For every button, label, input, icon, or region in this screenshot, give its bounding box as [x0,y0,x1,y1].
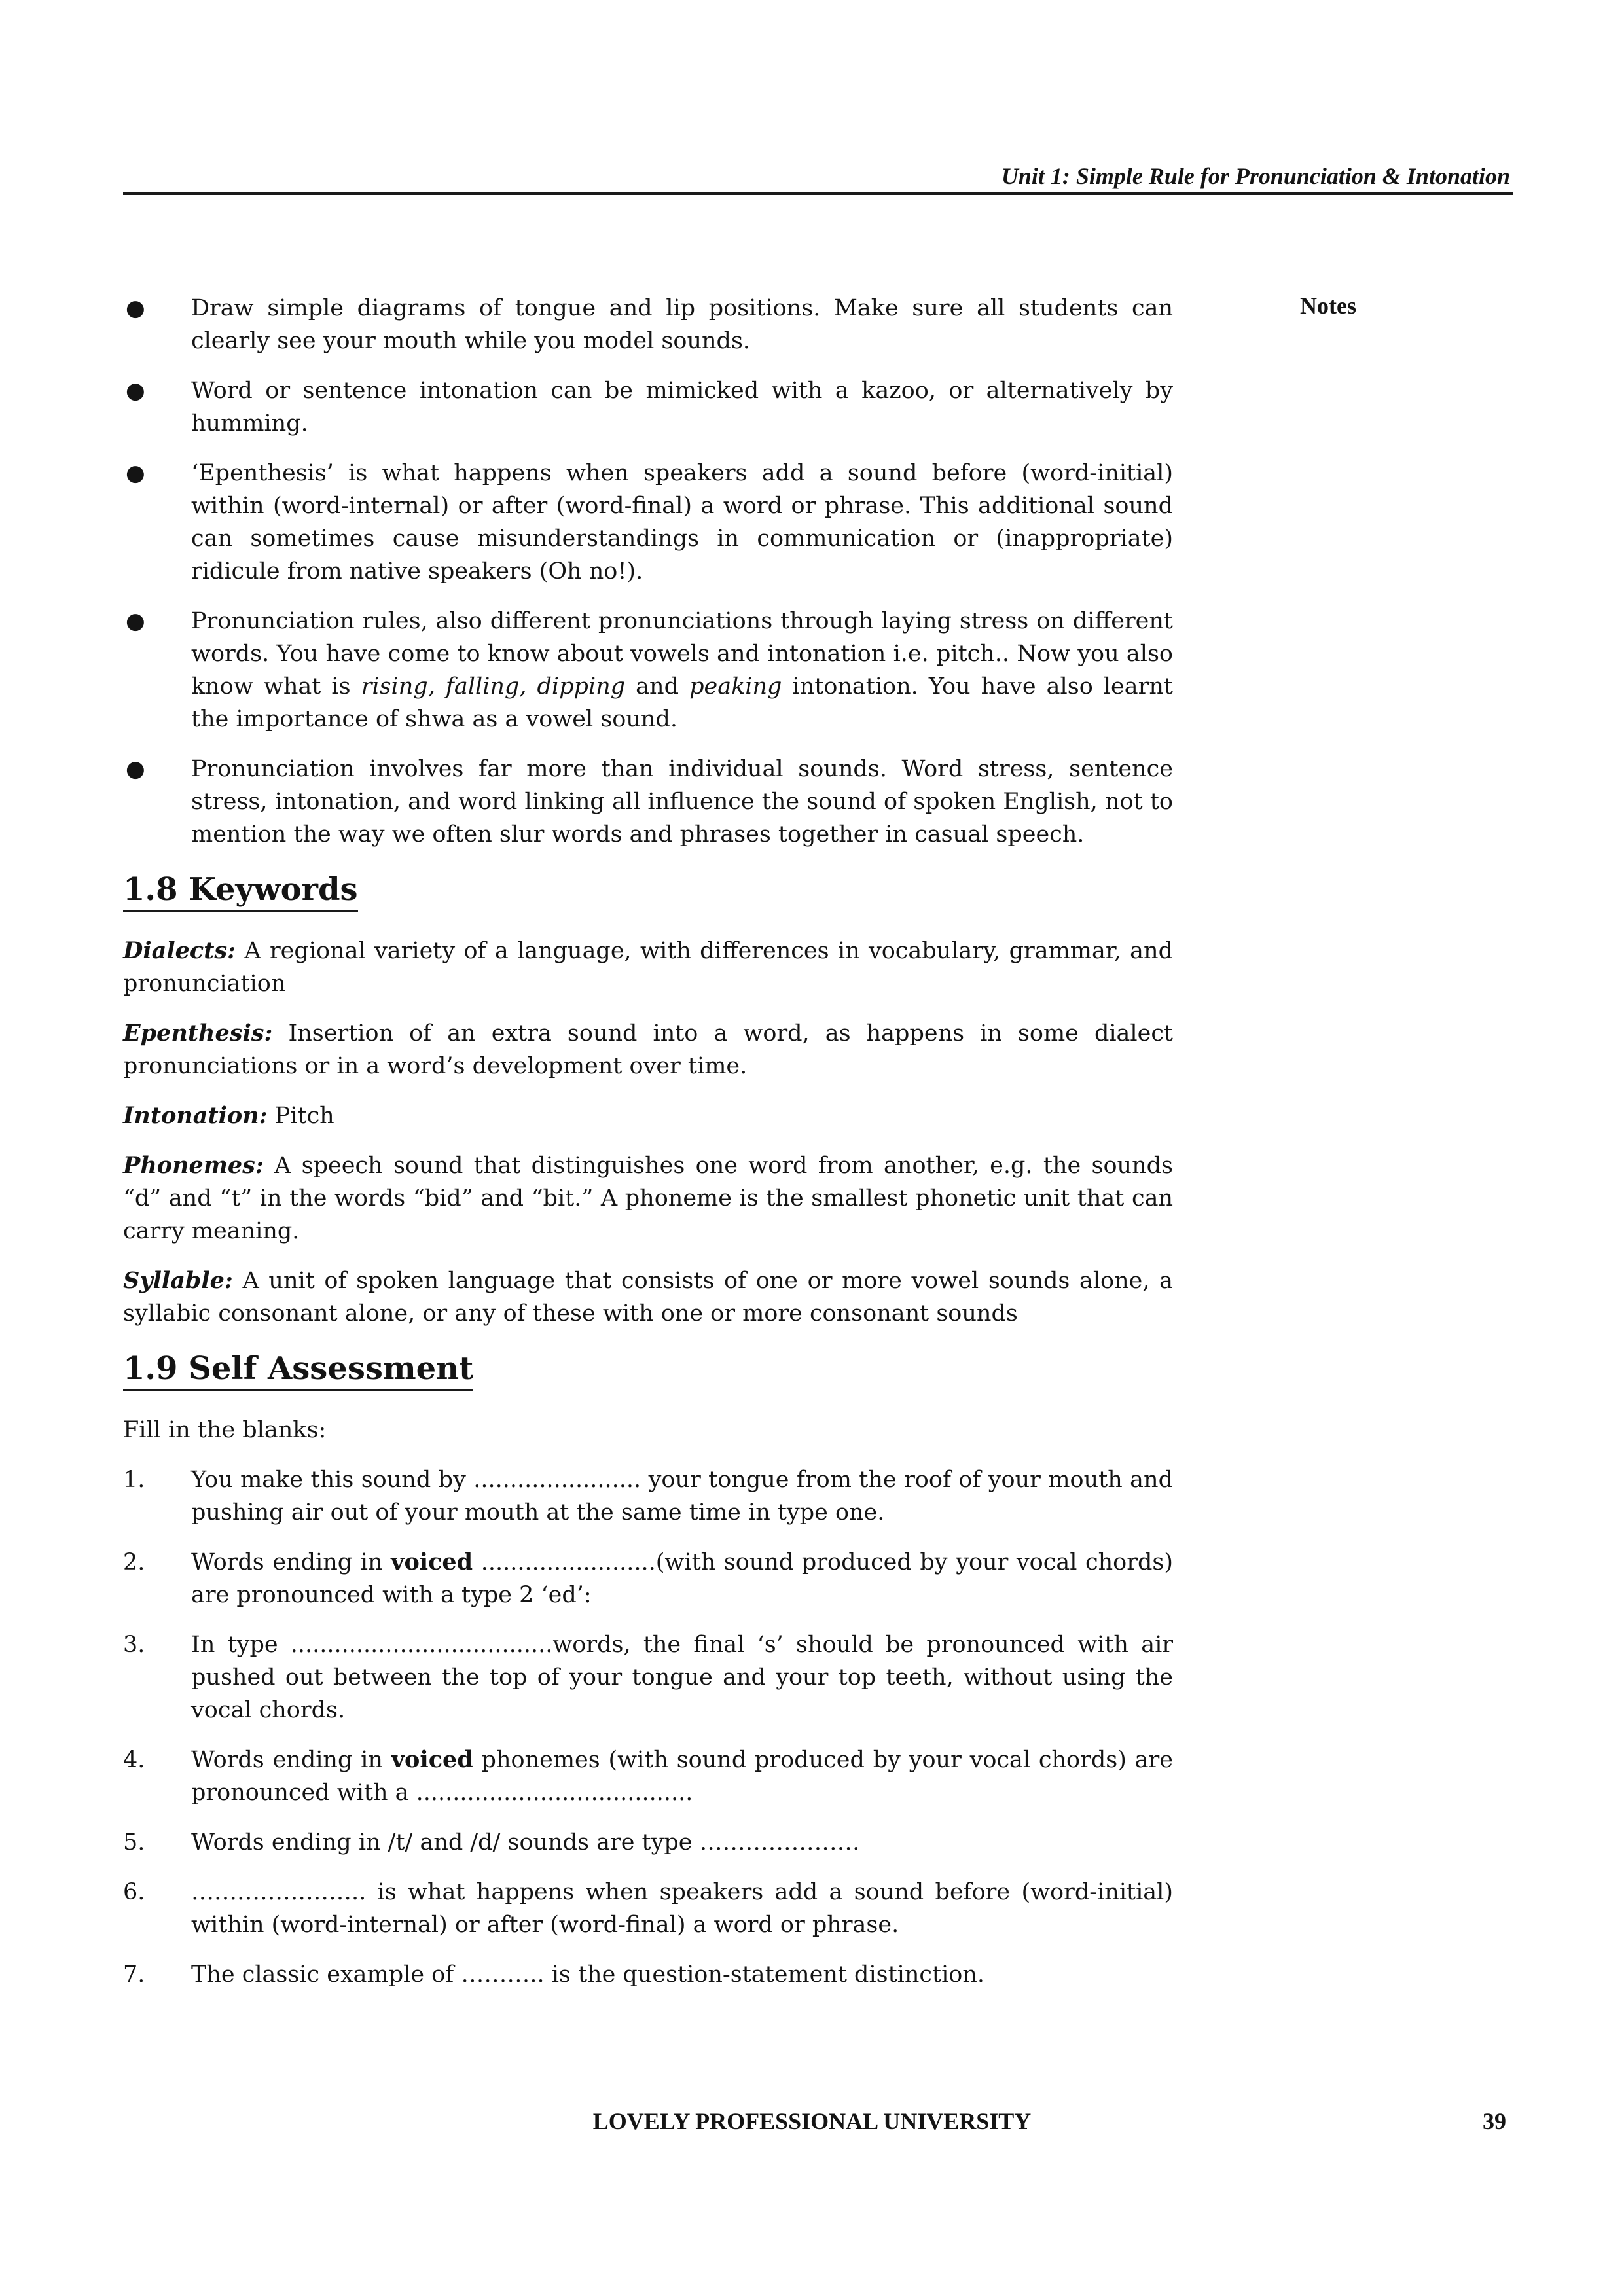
main-content [123,292,1173,2008]
question-item [123,1628,1173,1727]
fill-in-blanks-list [123,1463,1173,1991]
keyword-entry [123,1100,1173,1132]
text-run: Words ending in [191,1747,391,1773]
question-text [191,1632,1173,1723]
keyword-entry [123,1017,1173,1083]
text-run: Words ending in /t/ and /d/ sounds are type ………………… [191,1829,860,1856]
text-run: and [625,673,690,700]
text-run: voiced [391,1549,473,1575]
text-run: Pronunciation involves far more than individual sounds. Word stress, sentence stress, intonation, and word linking all influence the sound of spoken English, not to mention the way we often slur words and phrases together in casual speech. [191,756,1173,848]
text-run: ‘Epenthesis’ is what happens when speakers add a sound before (word-initial) within (word-internal) or after (word-final) a word or phrase. This additional sound can sometimes cause misunderstandings in communication or (inappropriate) ridicule from native speakers (Oh no!). [191,460,1173,584]
question-number: 3. [123,1632,145,1658]
bullet-item [123,753,1173,851]
keyword-definition: Pitch [267,1103,334,1129]
keyword-term: Epenthesis: [123,1020,273,1047]
keywords-heading-wrap [123,870,1173,912]
bullet-text [191,608,1173,732]
question-text [191,1467,1173,1526]
question-item [123,1463,1173,1529]
text-run: Words ending in [191,1549,391,1575]
keyword-term: Intonation: [123,1102,268,1129]
keyword-definition: A unit of spoken language that consists of one or more vowel sounds alone, a syllabic consonant alone, or any of these with one or more consonant sounds [123,1268,1173,1327]
question-number: 6. [123,1879,145,1905]
question-text [191,1829,860,1856]
self-assessment-heading: 1.9 Self Assessment [123,1350,473,1391]
bullet-item [123,457,1173,588]
bullet-text [191,295,1173,354]
question-item [123,1546,1173,1611]
question-text [191,1747,1173,1806]
bullet-item [123,292,1173,357]
keyword-term: Dialects: [123,937,236,964]
question-text [191,1962,984,1988]
bullet-text [191,460,1173,584]
text-run: Draw simple diagrams of tongue and lip positions. Make sure all students can clearly see your mouth while you model sounds. [191,295,1173,354]
bullet-item [123,374,1173,440]
question-number: 1. [123,1467,145,1493]
question-text [191,1879,1173,1938]
notes-margin-label: Notes [1300,293,1356,319]
bullet-dot-icon: ● [126,378,145,404]
bullet-text [191,756,1173,848]
text-run: intonation. You have also learnt the importance of shwa as a vowel sound. [191,673,1173,732]
keyword-entry [123,935,1173,1000]
page-number: 39 [1483,2108,1506,2134]
text-run: phonemes (with sound produced by your vocal chords) are pronounced with a ...................................... [191,1747,1173,1806]
text-run: peaking [689,673,782,700]
question-item [123,1826,1173,1859]
keywords-heading: 1.8 Keywords [123,870,358,912]
question-number: 7. [123,1962,145,1988]
question-text [191,1549,1173,1608]
text-run: rising, falling, dipping [361,673,626,700]
self-assessment-instruction: Fill in the blanks: [123,1417,327,1443]
bullet-dot-icon: ● [126,756,145,782]
text-run: Word or sentence intonation can be mimicked with a kazoo, or alternatively by humming. [191,378,1173,437]
self-assessment-heading-wrap [123,1350,1173,1391]
bullet-dot-icon: ● [126,460,145,486]
text-run: The classic example of ……….. is the question-statement distinction. [191,1962,985,1988]
bullet-item [123,605,1173,736]
text-run: ........................(with sound produced by your vocal chords) are pronounced with a type 2 ‘ed’: [191,1549,1173,1608]
running-header: Unit 1: Simple Rule for Pronunciation & Intonation [1001,163,1510,189]
text-run: Pronunciation rules, also different pronunciations through laying stress on different words. You have come to know about vowels and intonation i.e. pitch.. Now you also know what is [191,608,1173,700]
keyword-term: Phonemes: [123,1152,264,1179]
text-run: ………………….. is what happens when speakers add a sound before (word-initial) within (word-internal) or after (word-final) a word or phrase. [191,1879,1173,1938]
question-number: 5. [123,1829,145,1856]
bullet-list [123,292,1173,851]
question-number: 2. [123,1549,145,1575]
bullet-text [191,378,1173,437]
footer-institution: LOVELY PROFESSIONAL UNIVERSITY [592,2108,1032,2134]
keyword-definition: A speech sound that distinguishes one word from another, e.g. the sounds “d” and “t” in the words “bid” and “bit.” A phoneme is the smallest phonetic unit that can carry meaning. [123,1153,1173,1244]
keyword-entry [123,1265,1173,1330]
question-item [123,1744,1173,1809]
keyword-definition: A regional variety of a language, with differences in vocabulary, grammar, and pronunciation [123,938,1173,997]
bullet-dot-icon: ● [126,295,145,321]
keyword-term: Syllable: [123,1267,233,1294]
text-run: voiced [391,1746,473,1773]
bullet-dot-icon: ● [126,608,145,634]
text-run: In type ....................................words, the final ‘s’ should be pronounced with air pushed out between the top of your tongue and your top teeth, without using the vocal chords. [191,1632,1173,1723]
keywords-list [123,935,1173,1330]
question-number: 4. [123,1747,145,1773]
question-item [123,1958,1173,1991]
question-item [123,1876,1173,1941]
text-run: You make this sound by ....................... your tongue from the roof of your mouth and pushing air out of your mouth at the same time in type one. [191,1467,1173,1526]
header-rule [123,192,1513,195]
keyword-definition: Insertion of an extra sound into a word, as happens in some dialect pronunciations or in a word’s development over time. [123,1020,1173,1079]
keyword-entry [123,1149,1173,1247]
